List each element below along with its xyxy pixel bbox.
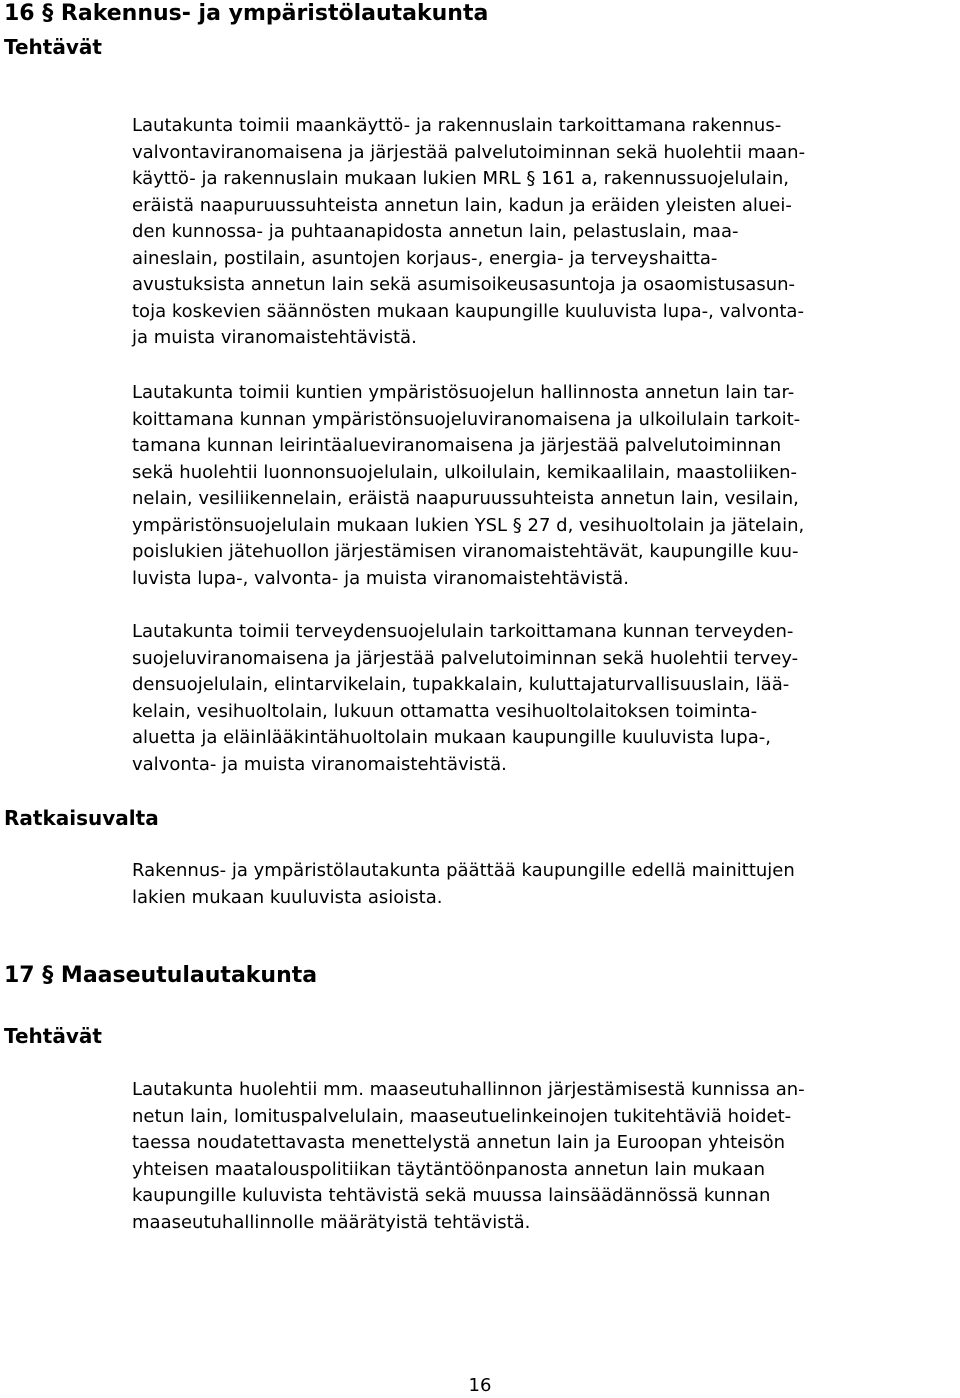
text-line: yhteisen maatalouspolitiikan täytäntöönpanosta annetun lain mukaan (132, 1158, 766, 1180)
text-line: netun lain, lomituspalvelulain, maaseutuelinkeinojen tukitehtäviä hoidet- (132, 1105, 792, 1127)
text-line: ja muista viranomaistehtävistä. (132, 327, 417, 348)
section-16-paragraph-3 (132, 619, 958, 778)
section-16-decision-heading: Ratkaisuvalta (4, 806, 159, 830)
text-line: taessa noudatettavasta menettelystä annetun lain ja Euroopan yhteisön (132, 1132, 786, 1153)
text-line: maaseutuhallinnolle määrätyistä tehtävistä. (132, 1211, 531, 1233)
text-line: den kunnossa- ja puhtaanapidosta annetun lain, pelastuslain, maa- (132, 221, 739, 242)
text-line: nelain, vesiliikennelain, eräistä naapuruussuhteista annetun lain, vesilain, (132, 488, 799, 509)
text-line: eräistä naapuruussuhteista annetun lain, kadun ja eräiden yleisten aluei- (132, 194, 792, 216)
text-line: tamana kunnan leirintäalueviranomaisena ja järjestää palvelutoiminnan (132, 435, 782, 456)
section-16-decision-paragraph (132, 858, 958, 911)
text-line: valvonta- ja muista viranomaistehtävistä. (132, 753, 507, 775)
section-16-paragraph-1 (132, 113, 958, 352)
section-16-tasks-heading: Tehtävät (4, 35, 102, 59)
text-line: aluetta ja eläinlääkintähuoltolain mukaan kaupungille kuuluvista lupa-, (132, 727, 771, 748)
text-line: koittamana kunnan ympäristönsuojeluviranomaisena ja ulkoilulain tarkoit- (132, 408, 801, 430)
section-17-paragraph (132, 1077, 958, 1236)
text-line: Rakennus- ja ympäristölautakunta päättää kaupungille edellä mainittujen (132, 860, 795, 881)
text-line: ympäristönsuojelulain mukaan lukien YSL § 27 d, vesihuoltolain ja jätelain, (132, 514, 805, 536)
section-16-title: 16 § Rakennus- ja ympäristölautakunta (4, 1, 489, 26)
text-line: Lautakunta huolehtii mm. maaseutuhallinnon järjestämisestä kunnissa an- (132, 1079, 805, 1100)
section-17-title: 17 § Maaseutulautakunta (4, 963, 318, 988)
text-line: Lautakunta toimii terveydensuojelulain tarkoittamana kunnan terveyden- (132, 621, 794, 642)
text-line: valvontaviranomaisena ja järjestää palvelutoiminnan sekä huolehtii maan- (132, 141, 806, 163)
section-17-tasks-heading: Tehtävät (4, 1024, 102, 1048)
text-line: luvista lupa-, valvonta- ja muista viranomaistehtävistä. (132, 567, 629, 589)
text-line: aineslain, postilain, asuntojen korjaus-, energia- ja terveyshaitta- (132, 247, 718, 269)
text-line: Lautakunta toimii maankäyttö- ja rakennuslain tarkoittamana rakennus- (132, 115, 782, 136)
text-line: avustuksista annetun lain sekä asumisoikeusasuntoja ja osaomistusasun- (132, 274, 796, 295)
text-line: poislukien jätehuollon järjestämisen viranomaistehtävät, kaupungille kuu- (132, 541, 799, 562)
text-line: suojeluviranomaisena ja järjestää palvelutoiminnan sekä huolehtii tervey- (132, 647, 799, 669)
text-line: kelain, vesihuoltolain, lukuun ottamatta vesihuoltolaitoksen toiminta- (132, 700, 758, 722)
section-16-paragraph-2 (132, 380, 958, 592)
text-line: densuojelulain, elintarvikelain, tupakkalain, kuluttajaturvallisuuslain, lää- (132, 674, 790, 695)
page-number: 16 (468, 1375, 492, 1396)
text-line: lakien mukaan kuuluvista asioista. (132, 886, 443, 908)
text-line: toja koskevien säännösten mukaan kaupungille kuuluvista lupa-, valvonta- (132, 300, 804, 322)
text-line: käyttö- ja rakennuslain mukaan lukien MRL § 161 a, rakennussuojelulain, (132, 168, 789, 189)
text-line: sekä huolehtii luonnonsuojelulain, ulkoilulain, kemikaalilain, maastoliiken- (132, 461, 797, 483)
text-line: kaupungille kuluvista tehtävistä sekä muussa lainsäädännössä kunnan (132, 1185, 771, 1206)
text-line: Lautakunta toimii kuntien ympäristösuojelun hallinnosta annetun lain tar- (132, 382, 795, 403)
